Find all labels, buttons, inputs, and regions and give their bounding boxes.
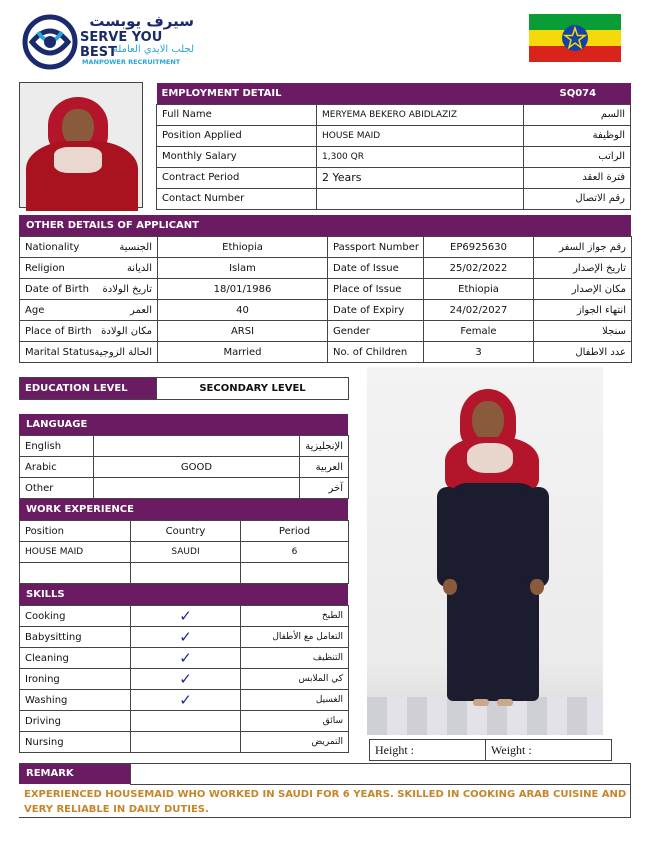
ethiopia-flag-icon <box>529 14 621 62</box>
other-details-row: Place of Birth مكان الولادة ARSI Gender Female سنجلا <box>20 321 632 342</box>
applicant-photo-full <box>367 367 603 735</box>
height-value <box>420 740 486 761</box>
height-label: Height : <box>370 740 420 761</box>
language-title: LANGUAGE <box>19 414 348 435</box>
language-row: Other آخر <box>20 478 349 499</box>
skill-row: Babysitting ✓ التعامل مع الأطفال <box>20 627 349 648</box>
logo-mark-icon <box>22 14 78 70</box>
skills-title: SKILLS <box>19 584 348 605</box>
company-logo <box>22 12 202 68</box>
weight-label: Weight : <box>486 740 542 761</box>
employment-detail-table <box>156 83 631 210</box>
applicant-photo-small <box>19 82 143 208</box>
checkmark-icon: ✓ <box>179 690 192 709</box>
work-row <box>20 563 349 584</box>
employment-row: Position Applied HOUSE MAID الوظيفة <box>157 125 631 146</box>
skill-row: Driving سائق <box>20 711 349 732</box>
skills-table <box>19 605 349 753</box>
company-arabic-sub: لجلب الايدي العاملة <box>112 44 194 55</box>
education-table <box>19 377 349 400</box>
work-experience-title: WORK EXPERIENCE <box>19 499 348 520</box>
language-table <box>19 435 349 499</box>
other-details-row: Nationality الجنسية Ethiopia Passport Number EP6925630 رقم جواز السفر <box>20 237 632 258</box>
employment-row: Contact Number رقم الاتصال <box>157 188 631 209</box>
other-details-row: Date of Birth تاريخ الولادة 18/01/1986 Place of Issue Ethiopia مكان الإصدار <box>20 279 632 300</box>
employment-code: SQ074 <box>559 87 597 99</box>
other-details-row: Marital Status الحالة الزوجية Married No. of Children 3 عدد الاطفال <box>20 342 632 363</box>
employment-row: Full Name MERYEMA BEKERO ABIDLAZIZ االسم <box>157 104 631 125</box>
employment-row: Contract Period 2 Years فترة العقد <box>157 167 631 188</box>
skill-row: Washing ✓ الغسيل <box>20 690 349 711</box>
work-experience-table <box>19 520 349 584</box>
checkmark-icon: ✓ <box>179 606 192 625</box>
skill-row: Cleaning ✓ التنظيف <box>20 648 349 669</box>
employment-detail-title: EMPLOYMENT DETAIL <box>161 87 282 99</box>
work-header-row: Position Country Period <box>20 521 349 542</box>
education-value: SECONDARY LEVEL <box>157 378 349 400</box>
skill-row: Cooking ✓ الطبخ <box>20 606 349 627</box>
checkmark-icon: ✓ <box>179 648 192 667</box>
company-sub: MANPOWER RECRUITMENT <box>82 58 181 66</box>
other-details-table <box>19 236 632 363</box>
other-details-row: Religion الديانة Islam Date of Issue 25/02/2022 تاريخ الإصدار <box>20 258 632 279</box>
other-details-row: Age العمر 40 Date of Expiry 24/02/2027 انتهاء الجواز <box>20 300 632 321</box>
other-details-title: OTHER DETAILS OF APPLICANT <box>19 215 631 236</box>
language-row: English الإنجليزية <box>20 436 349 457</box>
checkmark-icon: ✓ <box>179 669 192 688</box>
company-english-name: SERVE YOU BEST <box>80 30 163 60</box>
skill-row: Ironing ✓ كي الملابس <box>20 669 349 690</box>
education-label: EDUCATION LEVEL <box>20 378 157 400</box>
weight-value <box>542 740 612 761</box>
remark-text: EXPERIENCED HOUSEMAID WHO WORKED IN SAUDI FOR 6 YEARS. SKILLED IN COOKING ARAB CUISINE AND VERY RELIABLE IN DAILY DUTIES. <box>24 789 627 815</box>
employment-row: Monthly Salary 1,300 QR الراتب <box>157 146 631 167</box>
skill-row: Nursing التمريض <box>20 732 349 753</box>
language-row: Arabic GOOD العربية <box>20 457 349 478</box>
remark-title: REMARK <box>19 763 130 784</box>
company-arabic-name: سيرف يوبست <box>89 12 194 30</box>
work-row: HOUSE MAID SAUDI 6 <box>20 542 349 563</box>
checkmark-icon: ✓ <box>179 627 192 646</box>
measure-table <box>369 739 612 761</box>
